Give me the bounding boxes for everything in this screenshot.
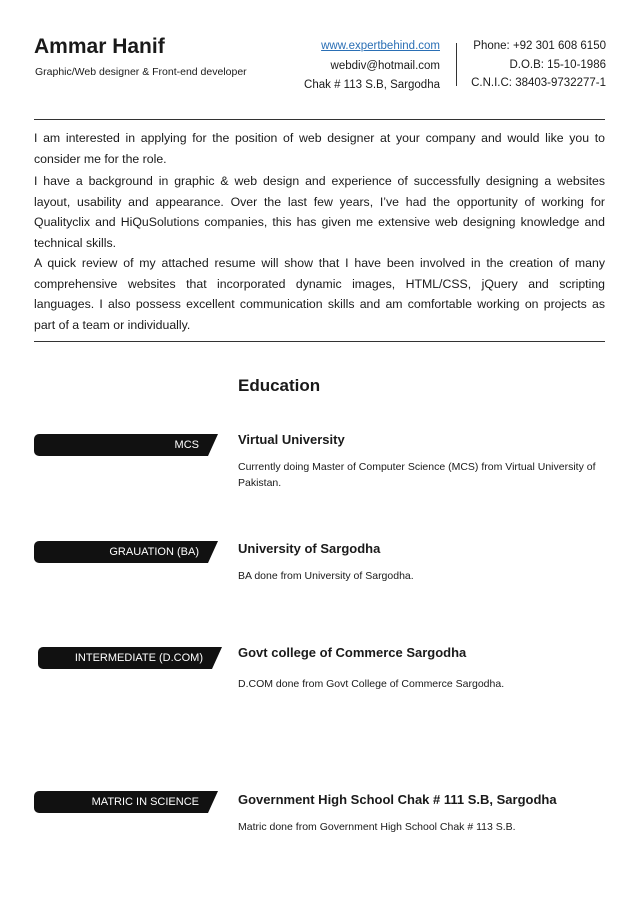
website-link[interactable]: www.expertbehind.com xyxy=(321,40,440,52)
date-of-birth: D.O.B: 15-10-1986 xyxy=(509,59,606,71)
bottom-divider xyxy=(34,341,605,342)
intro-paragraph-2: I have a background in graphic & web design and experience of successfully designing a websites layout, usability and appearance. Over the last few years, I’ve had the opportunity of working for Qualityclix and HiQuSolutions companies, this has given me extensive web designing knowledge and technical skills. xyxy=(34,174,605,250)
education-heading: Education xyxy=(238,376,321,395)
education-tag: INTERMEDIATE (D.COM) xyxy=(38,647,212,669)
education-institution: University of Sargodha xyxy=(238,541,381,556)
education-institution: Government High School Chak # 111 S.B, Sargodha xyxy=(238,792,557,807)
email-address: webdiv@hotmail.com xyxy=(330,60,440,72)
education-description: D.COM done from Govt College of Commerce Sargodha. xyxy=(238,678,505,690)
education-description: Currently doing Master of Computer Science (MCS) from Virtual University of Pakistan. xyxy=(238,461,596,489)
education-tag: MCS xyxy=(34,434,208,456)
education-description: Matric done from Government High School Chak # 113 S.B. xyxy=(238,821,516,833)
cnic-number: C.N.I.C: 38403-9732277-1 xyxy=(471,77,606,89)
applicant-role: Graphic/Web designer & Front-end developer xyxy=(35,66,247,78)
intro-paragraph-1: I am interested in applying for the position of web designer at your company and would like you to consider me for the role. xyxy=(34,131,605,166)
postal-address: Chak # 113 S.B, Sargodha xyxy=(304,79,440,91)
education-tag: GRAUATION (BA) xyxy=(34,541,208,563)
top-divider xyxy=(34,119,605,120)
phone-number: Phone: +92 301 608 6150 xyxy=(473,40,606,52)
header-divider xyxy=(456,43,457,86)
education-institution: Virtual University xyxy=(238,432,345,447)
education-institution: Govt college of Commerce Sargodha xyxy=(238,645,467,660)
intro-paragraph-3: A quick review of my attached resume will show that I have been involved in the creation of many comprehensive websites that incorporated dynamic images, HTML/CSS, jQuery and scripting languages. I also possess excellent communication skills and am comfortable working on projects as part of a team or individually. xyxy=(34,256,605,332)
education-description: BA done from University of Sargodha. xyxy=(238,570,414,582)
applicant-name: Ammar Hanif xyxy=(34,35,165,58)
education-tag: MATRIC IN SCIENCE xyxy=(34,791,208,813)
